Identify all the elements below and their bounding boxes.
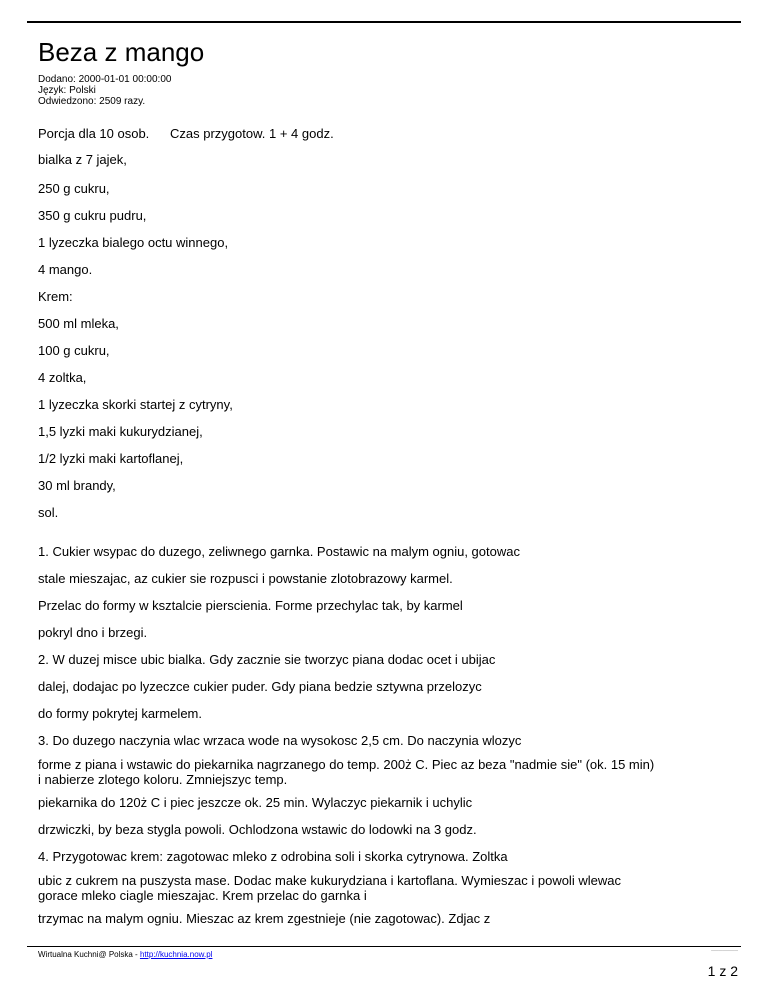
cream-ingredient-item: 30 ml brandy,	[38, 478, 116, 493]
cream-heading: Krem:	[38, 289, 73, 304]
cream-ingredient-item: 500 ml mleka,	[38, 316, 119, 331]
ingredient-item: 1 lyzeczka bialego octu winnego,	[38, 235, 229, 250]
step-line: do formy pokrytej karmelem.	[38, 706, 202, 721]
step-line: Przelac do formy w ksztalcie pierscienia. Forme przechylac tak, by karmel	[38, 598, 463, 613]
watermark-stamp: ▔▔▔▔▔▔▔	[711, 951, 738, 957]
step-line: 1. Cukier wsypac do duzego, zeliwnego garnka. Postawic na malym ogniu, gotowac	[38, 544, 520, 559]
step-line: 3. Do duzego naczynia wlac wrzaca wode na wysokosc 2,5 cm. Do naczynia wlozyc	[38, 733, 522, 748]
cream-ingredient-item: 1/2 lyzki maki kartoflanej,	[38, 451, 184, 466]
ingredient-item: bialka z 7 jajek,	[38, 152, 127, 167]
cream-ingredient-item: 4 zoltka,	[38, 370, 87, 385]
step-line: 2. W duzej misce ubic bialka. Gdy zacznie sie tworzyc piana dodac ocet i ubijac	[38, 652, 496, 667]
top-rule	[27, 21, 741, 23]
cream-ingredient-item: 1,5 lyzki maki kukurydzianej,	[38, 424, 203, 439]
recipe-meta	[38, 74, 171, 107]
prep-time: Czas przygotow. 1 + 4 godz.	[170, 126, 334, 141]
footer-link[interactable]: http://kuchnia.now.pl	[139, 950, 213, 959]
recipe-title: Beza z mango	[38, 37, 205, 67]
step-line: drzwiczki, by beza stygla powoli. Ochlodzona wstawic do lodowki na 3 godz.	[38, 822, 477, 837]
meta-added: Dodano: 2000-01-01 00:00:00	[38, 74, 172, 85]
step-line: piekarnika do 120ż C i piec jeszcze ok. 25 min. Wylaczyc piekarnik i uchylic	[38, 795, 473, 810]
cream-ingredient-item: 1 lyzeczka skorki startej z cytryny,	[38, 397, 233, 412]
step-line: pokryl dno i brzegi.	[38, 625, 148, 640]
step-line: stale mieszajac, az cukier sie rozpusci i powstanie zlotobrazowy karmel.	[38, 571, 453, 586]
meta-visited: Odwiedzono: 2509 razy.	[38, 96, 146, 107]
portions: Porcja dla 10 osob.	[38, 126, 150, 141]
footer-site-name: Wirtualna Kuchni@ Polska -	[38, 950, 140, 959]
cream-ingredient-item: sol.	[38, 505, 59, 520]
step-line: forme z piana i wstawic do piekarnika nagrzanego do temp. 200ż C. Piec az beza "nadmie sie" (ok. 15 min) i nabierze zlotego koloru. Zmniejszyc temp.	[38, 757, 655, 787]
bottom-rule	[27, 946, 741, 947]
meta-language: Język: Polski	[38, 85, 96, 96]
ingredient-item: 4 mango.	[38, 262, 93, 277]
step-line: 4. Przygotowac krem: zagotowac mleko z odrobina soli i skorka cytrynowa. Zoltka	[38, 849, 508, 864]
ingredient-item: 350 g cukru pudru,	[38, 208, 147, 223]
page-number: 1 z 2	[707, 963, 738, 979]
step-line: trzymac na malym ogniu. Mieszac az krem zgestnieje (nie zagotowac). Zdjac z	[38, 911, 491, 926]
step-line: dalej, dodajac po lyzeczce cukier puder. Gdy piana bedzie sztywna przelozyc	[38, 679, 482, 694]
step-line: ubic z cukrem na puszysta mase. Dodac make kukurydziana i kartoflana. Wymieszac i powoli wlewac gorace mleko ciagle mieszajac. Krem przelac do garnka i	[38, 873, 621, 903]
cream-ingredient-item: 100 g cukru,	[38, 343, 110, 358]
ingredient-item: 250 g cukru,	[38, 181, 110, 196]
footer	[38, 950, 212, 959]
